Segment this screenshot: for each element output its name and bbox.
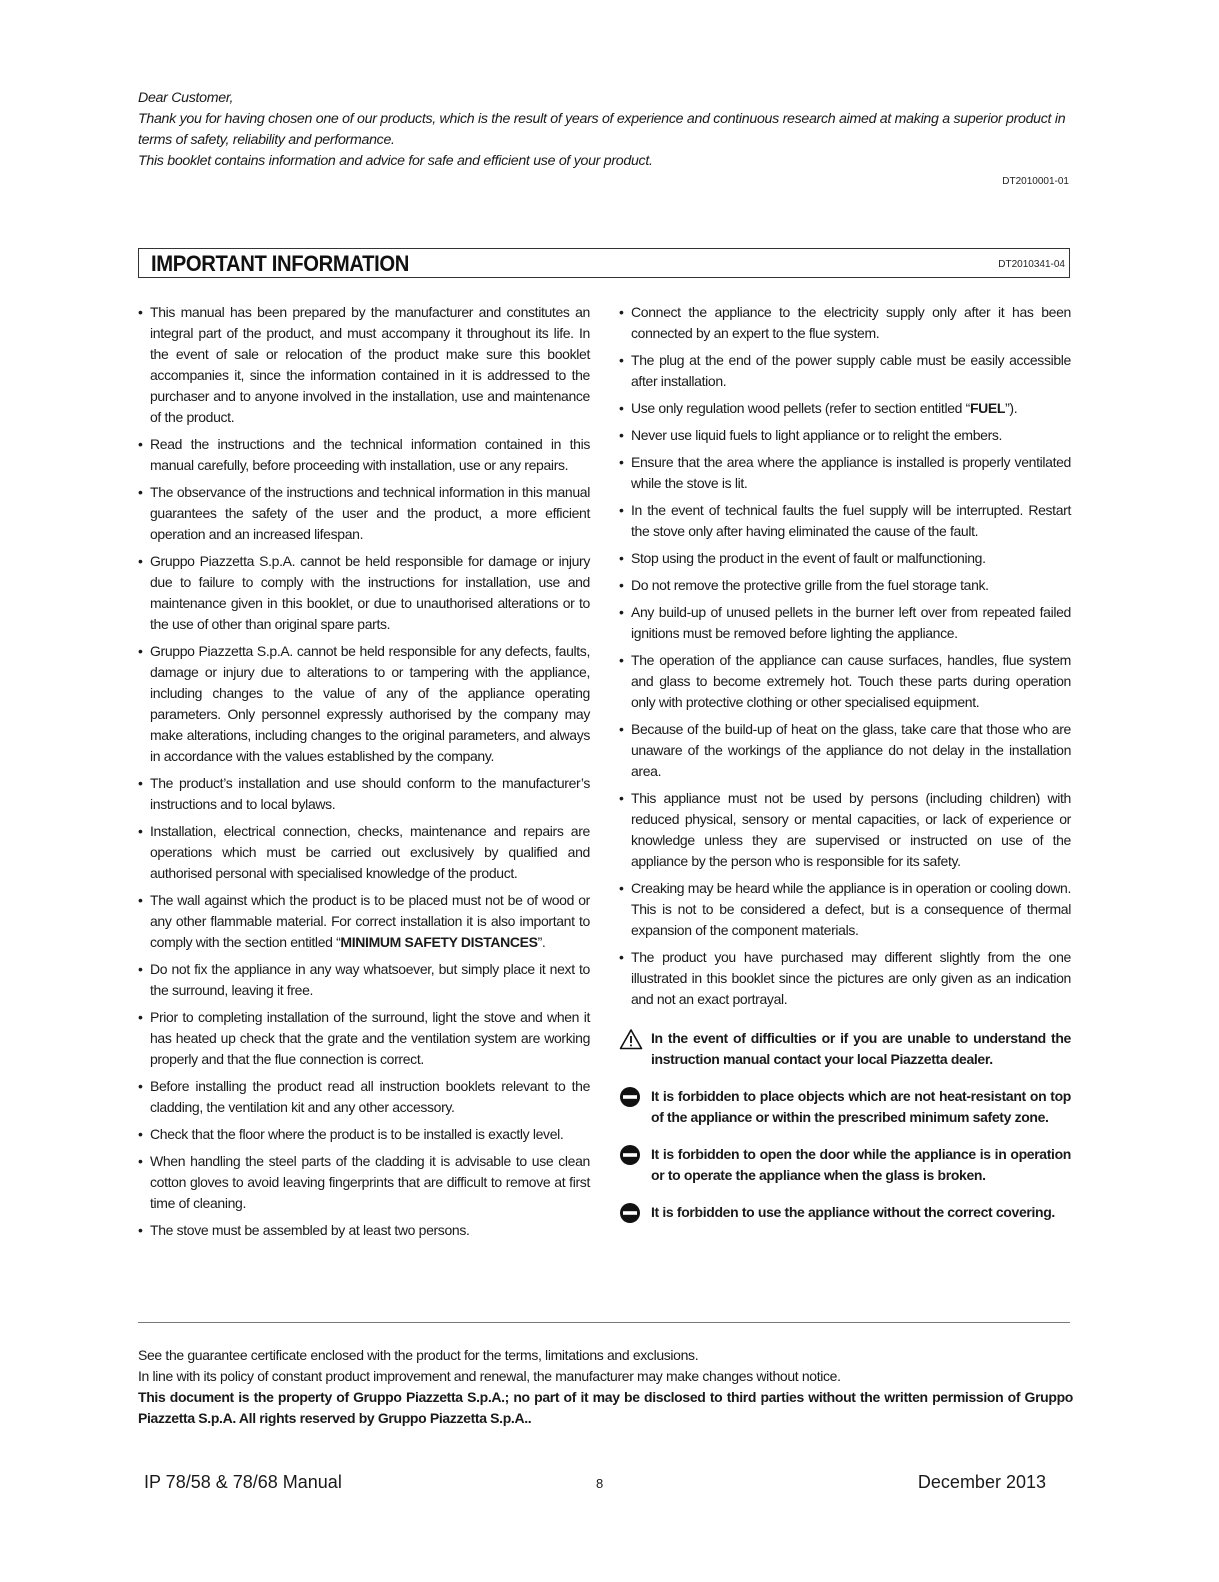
list-item: • Gruppo Piazzetta S.p.A. cannot be held responsible for any defects, faults, damage or injury due to alterations to or tampering with the appliance, including changes to the value of any of the appliance operating parameters. Only personnel expressly authorised by the company may make alterations, including changes to the original parameters, and always in accordance with the values established by the company. (138, 641, 590, 767)
list-item: • Never use liquid fuels to light appliance or to relight the embers. (619, 425, 1071, 446)
list-item: • The wall against which the product is to be placed must not be of wood or any other flammable material. For correct installation it is also important to comply with the section entitled “MINIMUM SAFETY DISTANCES”. (138, 890, 590, 953)
list-item: • The stove must be assembled by at least two persons. (138, 1220, 590, 1241)
prohibited-icon (619, 1202, 641, 1230)
list-item: • Prior to completing installation of the surround, light the stove and when it has heated up check that the grate and the ventilation system are working properly and that the flue connection is correct. (138, 1007, 590, 1070)
page-number: 8 (596, 1476, 604, 1491)
prohibition-notice: It is forbidden to place objects which are not heat-resistant on top of the appliance or within the prescribed minimum safety zone. (619, 1086, 1071, 1128)
list-item: • Check that the floor where the product is to be installed is exactly level. (138, 1124, 590, 1145)
section-doc-code: DT2010341-04 (998, 259, 1065, 270)
footer-notes (138, 1345, 1073, 1429)
prohibited-icon (619, 1086, 641, 1114)
manual-title: IP 78/58 & 78/68 Manual (144, 1472, 342, 1492)
greeting-doc-code: DT2010001-01 (1002, 176, 1069, 187)
list-item: • This appliance must not be used by persons (including children) with reduced physical, sensory or mental capacities, or lack of experience or knowledge unless they are supervised or instructed on use of the appliance by the person who is responsible for its safety. (619, 788, 1071, 872)
prohibition-notice: It is forbidden to open the door while the appliance is in operation or to operate the appliance when the glass is broken. (619, 1144, 1071, 1186)
left-column (138, 302, 590, 1247)
section-title: IMPORTANT INFORMATION (151, 251, 409, 276)
right-column (619, 302, 1071, 1239)
warning-triangle-icon (619, 1028, 643, 1056)
list-item: • Do not remove the protective grille from the fuel storage tank. (619, 575, 1071, 596)
footer-divider (138, 1322, 1070, 1323)
copyright-note: This document is the property of Gruppo Piazzetta S.p.A.; no part of it may be disclosed to third parties without the written permission of Gruppo Piazzetta S.p.A. All rights reserved by Gruppo Piazzetta S.p.A.. (138, 1389, 1073, 1426)
greeting-booklet-note: This booklet contains information and advice for safe and efficient use of your product. (138, 153, 653, 169)
list-item: • Gruppo Piazzetta S.p.A. cannot be held responsible for damage or injury due to failure to comply with the instructions for installation, use and maintenance given in this booklet, or due to unauthorised alterations or to the use of other than original spare parts. (138, 551, 590, 635)
prohibition-notice: It is forbidden to use the appliance without the correct covering. (619, 1202, 1071, 1223)
changes-note: In line with its policy of constant product improvement and renewal, the manufacturer may make changes without notice. (138, 1368, 841, 1384)
guarantee-note: See the guarantee certificate enclosed with the product for the terms, limitations and exclusions. (138, 1347, 699, 1363)
list-item: • In the event of technical faults the fuel supply will be interrupted. Restart the stove only after having eliminated the cause of the fault. (619, 500, 1071, 542)
list-item: • Do not fix the appliance in any way whatsoever, but simply place it next to the surround, leaving it free. (138, 959, 590, 1001)
list-item: • Any build-up of unused pellets in the burner left over from repeated failed ignitions must be removed before lighting the appliance. (619, 602, 1071, 644)
greeting-thanks: Thank you for having chosen one of our products, which is the result of years of experience and continuous research aimed at making a superior product in terms of safety, reliability and performance. (138, 111, 1066, 148)
list-item: • The observance of the instructions and technical information in this manual guarantees the safety of the user and the product, a more efficient operation and an increased lifespan. (138, 482, 590, 545)
list-item: • Connect the appliance to the electricity supply only after it has been connected by an expert to the flue system. (619, 302, 1071, 344)
section-reference: FUEL (969, 400, 1006, 416)
prohibited-icon (619, 1144, 641, 1172)
warning-notice: In the event of difficulties or if you are unable to understand the instruction manual contact your local Piazzetta dealer. (619, 1028, 1071, 1070)
list-item: • Read the instructions and the technical information contained in this manual carefully, before proceeding with installation, use or any repairs. (138, 434, 590, 476)
list-item: • The operation of the appliance can cause surfaces, handles, flue system and glass to become extremely hot. Touch these parts during operation only with protective clothing or other specialised equipment. (619, 650, 1071, 713)
list-item: • Before installing the product read all instruction booklets relevant to the cladding, the ventilation kit and any other accessory. (138, 1076, 590, 1118)
list-item: • Stop using the product in the event of fault or malfunctioning. (619, 548, 1071, 569)
list-item: • Creaking may be heard while the appliance is in operation or cooling down. This is not to be considered a defect, but is a consequence of thermal expansion of the component materials. (619, 878, 1071, 941)
list-item: • Ensure that the area where the appliance is installed is properly ventilated while the stove is lit. (619, 452, 1071, 494)
list-item: • The plug at the end of the power supply cable must be easily accessible after installation. (619, 350, 1071, 392)
greeting-salutation: Dear Customer, (138, 90, 234, 106)
list-item: • Because of the build-up of heat on the glass, take care that those who are unaware of the workings of the appliance do not delay in the installation area. (619, 719, 1071, 782)
list-item: • Installation, electrical connection, checks, maintenance and repairs are operations which must be carried out exclusively by qualified and authorised personal with specialised knowledge of the product. (138, 821, 590, 884)
list-item: • When handling the steel parts of the cladding it is advisable to use clean cotton gloves to avoid leaving fingerprints that are difficult to remove at first time of cleaning. (138, 1151, 590, 1214)
list-item: • The product you have purchased may different slightly from the one illustrated in this booklet since the pictures are only given as an indication and not an exact portrayal. (619, 947, 1071, 1010)
list-item: • This manual has been prepared by the manufacturer and constitutes an integral part of the product, and must accompany it throughout its life. In the event of sale or relocation of the product make sure this booklet accompanies it, since the information contained in it is addressed to the purchaser and to anyone involved in the installation, use and maintenance of the product. (138, 302, 590, 428)
greeting-block (138, 88, 1076, 172)
list-item: • The product’s installation and use should conform to the manufacturer’s instructions and to local bylaws. (138, 773, 590, 815)
publication-date: December 2013 (917, 1472, 1046, 1492)
section-header (138, 248, 1070, 278)
section-reference: MINIMUM SAFETY DISTANCES (340, 934, 538, 950)
list-item: • Use only regulation wood pellets (refer to section entitled “FUEL”). (619, 398, 1071, 419)
